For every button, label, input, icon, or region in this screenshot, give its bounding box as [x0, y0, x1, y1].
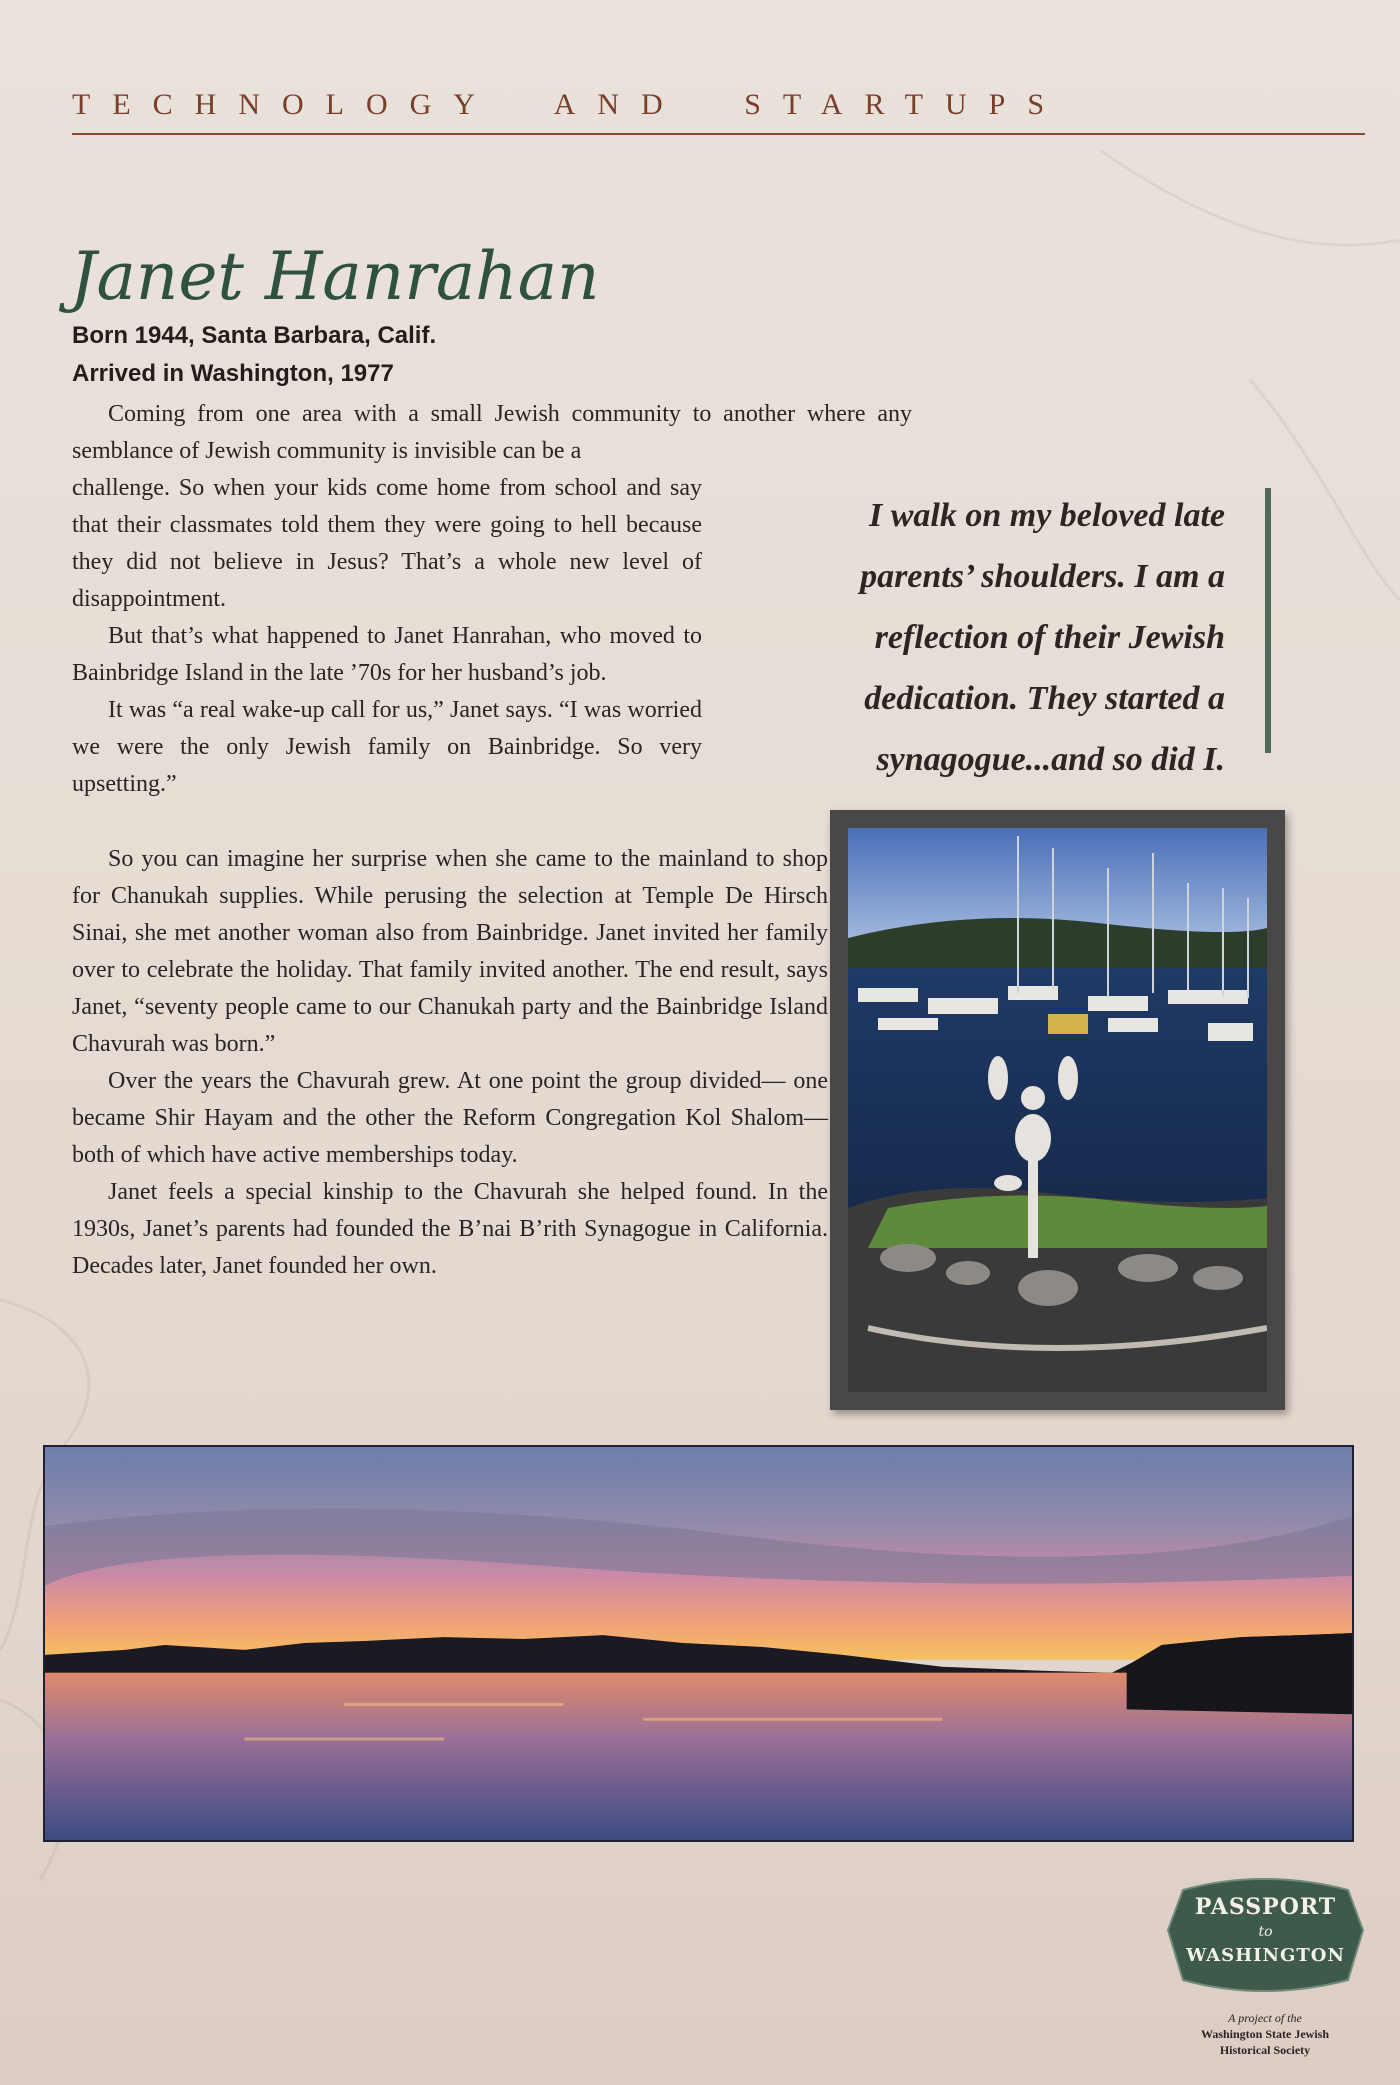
- profile-arrived: Arrived in Washington, 1977: [72, 360, 394, 387]
- section-heading: TECHNOLOGY AND STARTUPS: [72, 88, 1067, 121]
- sunset-panorama-photo: [43, 1445, 1354, 1842]
- body-column-wide: [72, 841, 828, 1285]
- body-column-narrow: [72, 470, 702, 803]
- credit-line-1: A project of the: [1228, 2011, 1302, 2025]
- credit-line-3: Historical Society: [1219, 2043, 1311, 2057]
- logo-text-bottom: WASHINGTON: [1186, 1945, 1345, 1966]
- body-paragraph: So you can imagine her surprise when she came to the mainland to shop for Chanukah supplies. While perusing the selection at Temple De Hirsch Sinai, she met another woman also from Bainbridge. Janet invited her family over to celebrate the holiday. That family invited another. The end result, says Janet, “seventy people came to our Chanukah party and the Bainbridge Island Chavurah was born.”: [72, 846, 828, 1057]
- project-credit: [1150, 2010, 1380, 2058]
- profile-born: Born 1944, Santa Barbara, Calif.: [72, 322, 437, 349]
- logo-text-top: PASSPORT: [1194, 1894, 1337, 1920]
- marina-sculpture-photo: [830, 810, 1285, 1410]
- body-paragraph: Janet feels a special kinship to the Chavurah she helped found. In the 1930s, Janet’s parents had founded the B’nai B’rith Synagogue in California. Decades later, Janet founded her own.: [72, 1179, 828, 1279]
- body-paragraph: challenge. So when your kids come home from school and say that their classmates told them they were going to hell because they did not believe in Jesus? That’s a whole new level of disappointment.: [72, 475, 702, 612]
- profile-name: Janet Hanrahan: [70, 238, 600, 315]
- passport-to-washington-logo: [1163, 1870, 1368, 2005]
- body-paragraph: Coming from one area with a small Jewish community to another where any semblance of Jewish community is invisible can be a: [72, 401, 912, 464]
- sunset-photo-image: [45, 1447, 1352, 1840]
- body-paragraph: Over the years the Chavurah grew. At one point the group divided— one became Shir Hayam and the other the Reform Congregation Kol Shalom—both of which have active memberships today.: [72, 1068, 828, 1168]
- logo-text-mid: to: [1258, 1924, 1273, 1940]
- body-intro: [72, 396, 912, 470]
- pull-quote: I walk on my beloved late parents’ shoulders. I am a reflection of their Jewish dedication. They started a synagogue...and so did I.: [860, 497, 1225, 778]
- pull-quote-bar: [1265, 488, 1271, 753]
- body-paragraph: But that’s what happened to Janet Hanrahan, who moved to Bainbridge Island in the late ’70s for her husband’s job.: [72, 623, 702, 686]
- body-paragraph: It was “a real wake-up call for us,” Janet says. “I was worried we were the only Jewish family on Bainbridge. So very upsetting.”: [72, 697, 702, 797]
- credit-line-2: Washington State Jewish: [1200, 2027, 1330, 2041]
- marina-photo-image: [848, 828, 1267, 1392]
- heading-divider: [72, 133, 1365, 135]
